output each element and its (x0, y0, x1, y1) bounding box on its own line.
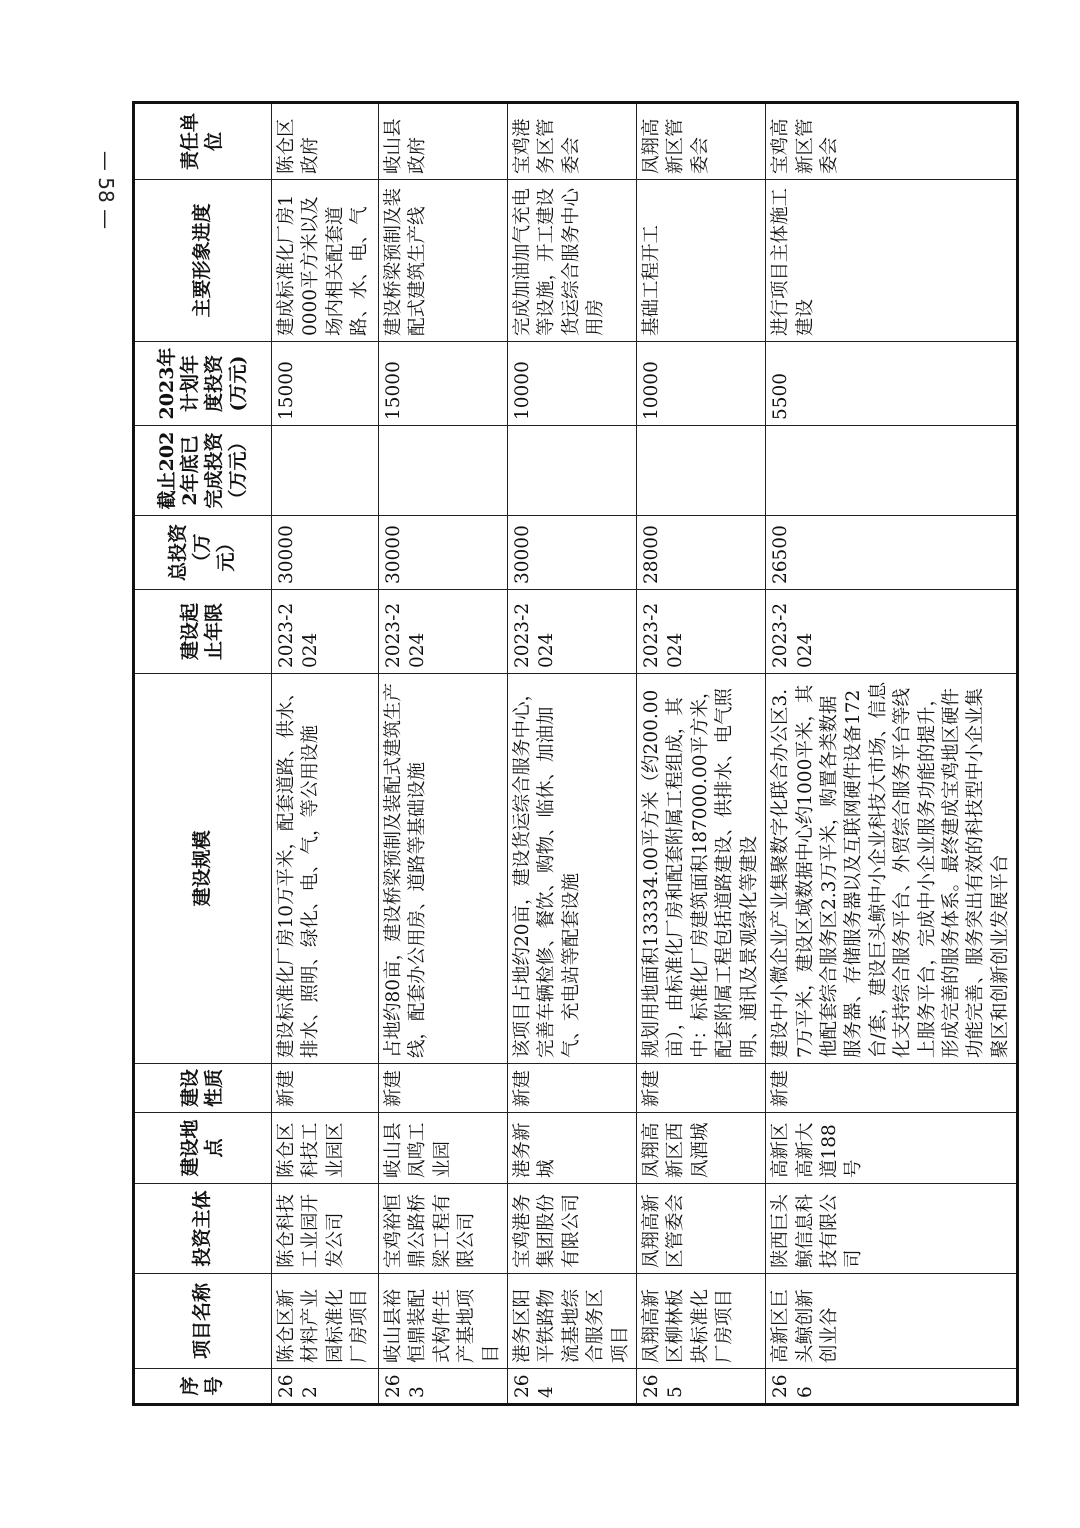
cell-seq: 266 (766, 1369, 1018, 1405)
cell-nature: 新建 (379, 1064, 508, 1113)
header-scale: 建设规模 (134, 674, 272, 1064)
cell-plan: 15000 (272, 342, 379, 426)
cell-location: 凤翔高新区西凤酒城 (637, 1113, 766, 1184)
cell-plan: 10000 (508, 342, 637, 426)
cell-investor: 凤翔高新区管委会 (637, 1184, 766, 1274)
cell-nature: 新建 (508, 1064, 637, 1113)
table-row (766, 103, 1018, 1405)
cell-total: 30000 (272, 516, 379, 590)
table-row (508, 103, 637, 1405)
cell-name: 岐山县裕恒鼎装配式构件生产基地项目 (379, 1274, 508, 1369)
header-total: 总投资（万元） (134, 516, 272, 590)
cell-seq: 264 (508, 1369, 637, 1405)
cell-period: 2023-2024 (508, 590, 637, 674)
cell-done (508, 426, 637, 516)
cell-plan: 10000 (637, 342, 766, 426)
cell-period: 2023-2024 (379, 590, 508, 674)
cell-total: 26500 (766, 516, 1018, 590)
cell-location: 港务新城 (508, 1113, 637, 1184)
cell-name: 港务区阳平铁路物流基地综合服务区项目 (508, 1274, 637, 1369)
cell-scale: 建设中小微企业产业集聚数字化联合办公区3.7万平米，建设区域数据中心约1000平米，其他配套综合服务区2.3万平米，购置各类数据服务器、存储服务器以及互联网硬件设备172台/套，建设巨头鲸中小企业科技大市场、信息化支持综合服务平台、外贸综合服务平台等线上服务平台，完成中小企业服务功能的提升，形成完善的服务体系。最终建成宝鸡地区硬件功能完善、服务突出有效的科技型中小企业集聚区和创新创业发展平台 (766, 674, 1018, 1064)
cell-investor: 宝鸡裕恒鼎公路桥梁工程有限公司 (379, 1184, 508, 1274)
header-location: 建设地点 (134, 1113, 272, 1184)
cell-nature: 新建 (766, 1064, 1018, 1113)
cell-done (272, 426, 379, 516)
page-number: — 58 — (94, 150, 118, 230)
header-nature: 建设性质 (134, 1064, 272, 1113)
header-seq: 序号 (134, 1369, 272, 1405)
cell-plan: 5500 (766, 342, 1018, 426)
header-row (134, 103, 272, 1405)
cell-nature: 新建 (272, 1064, 379, 1113)
rotated-page-area (132, 113, 1080, 1398)
cell-period: 2023-2024 (766, 590, 1018, 674)
cell-total: 30000 (379, 516, 508, 590)
cell-done (766, 426, 1018, 516)
cell-location: 高新区高新大道188号 (766, 1113, 1018, 1184)
header-plan: 2023年计划年度投资(万元) (134, 342, 272, 426)
header-period: 建设起止年限 (134, 590, 272, 674)
cell-progress: 建成标准化厂房10000平方米以及场内相关配套道路、水、电、气 (272, 180, 379, 342)
cell-scale: 占地约80亩，建设桥梁预制及装配式建筑生产线，配套办公用房、道路等基础设施 (379, 674, 508, 1064)
cell-investor: 陈仓科技工业园开发公司 (272, 1184, 379, 1274)
cell-progress: 完成加油加气充电等设施，开工建设货运综合服务中心用房 (508, 180, 637, 342)
cell-investor: 宝鸡港务集团股份有限公司 (508, 1184, 637, 1274)
header-unit: 责任单位 (134, 103, 272, 180)
cell-location: 岐山县凤鸣工业园 (379, 1113, 508, 1184)
cell-investor: 陕西巨头鲸信息科技有限公司 (766, 1184, 1018, 1274)
cell-progress: 进行项目主体施工建设 (766, 180, 1018, 342)
cell-scale: 该项目占地约20亩，建设货运综合服务中心，完善车辆检修、餐饮、购物、临休、加油加气、充电站等配套设施 (508, 674, 637, 1064)
header-name: 项目名称 (134, 1274, 272, 1369)
cell-seq: 263 (379, 1369, 508, 1405)
cell-unit: 岐山县政府 (379, 103, 508, 180)
cell-name: 高新区巨头鲸创新创业谷 (766, 1274, 1018, 1369)
cell-name: 陈仓区新材料产业园标准化厂房项目 (272, 1274, 379, 1369)
cell-done (637, 426, 766, 516)
cell-location: 陈仓区科技工业园区 (272, 1113, 379, 1184)
cell-seq: 265 (637, 1369, 766, 1405)
cell-progress: 建设桥梁预制及装配式建筑生产线 (379, 180, 508, 342)
header-investor: 投资主体 (134, 1184, 272, 1274)
cell-seq: 262 (272, 1369, 379, 1405)
cell-plan: 15000 (379, 342, 508, 426)
table-row (379, 103, 508, 1405)
cell-period: 2023-2024 (637, 590, 766, 674)
table-row (637, 103, 766, 1405)
cell-done (379, 426, 508, 516)
cell-unit: 宝鸡高新区管委会 (766, 103, 1018, 180)
cell-unit: 宝鸡港务区管委会 (508, 103, 637, 180)
cell-nature: 新建 (637, 1064, 766, 1113)
cell-unit: 陈仓区政府 (272, 103, 379, 180)
header-done: 截止2022年底已完成投资（万元） (134, 426, 272, 516)
cell-total: 30000 (508, 516, 637, 590)
cell-total: 28000 (637, 516, 766, 590)
header-progress: 主要形象进度 (134, 180, 272, 342)
cell-progress: 基础工程开工 (637, 180, 766, 342)
cell-period: 2023-2024 (272, 590, 379, 674)
cell-scale: 规划用地面积133334.00平方米（约200.00亩），由标准化厂房和配套附属工程组成，其中：标准化厂房建筑面积187000.00平方米，配套附属工程包括道路建设、供排水、电气照明、通讯及景观绿化等建设 (637, 674, 766, 1064)
table-row (272, 103, 379, 1405)
cell-name: 凤翔高新区柳林板块标准化厂房项目 (637, 1274, 766, 1369)
cell-unit: 凤翔高新区管委会 (637, 103, 766, 180)
cell-scale: 建设标准化厂房10万平米，配套道路、供水、排水、照明、绿化、电、气，等公用设施 (272, 674, 379, 1064)
project-table (132, 101, 1019, 1406)
